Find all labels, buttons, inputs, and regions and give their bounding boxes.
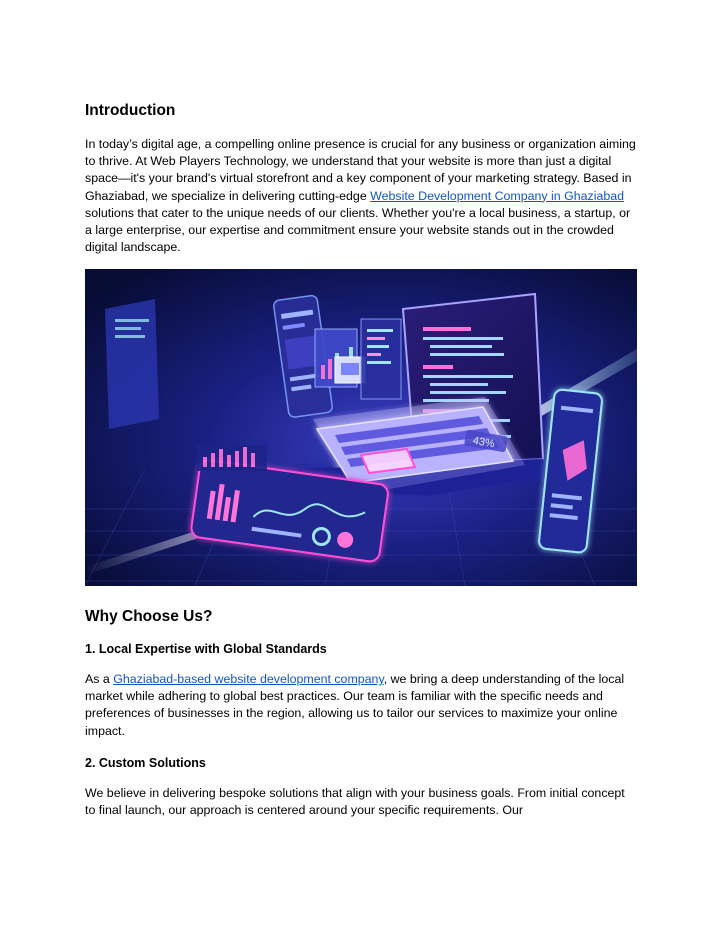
ghaziabad-based-company-link[interactable]: Ghaziabad-based website development company — [113, 672, 384, 686]
intro-text-after-link: solutions that cater to the unique needs of our clients. Whether you're a local business, a startup, or a large enterprise, our expertise and commitment ensure your website stands out in the crowded digital landscape. — [85, 205, 631, 255]
point1-text-after-link: , we bring a deep understanding of the local market while adhering to global best practices. Our team is familiar with the specific needs and preferences of businesses in the region, allowing us to tailor our services to maximize your online impact. — [85, 672, 625, 738]
laptop-illustration — [85, 269, 637, 586]
floating-ribbon-left — [105, 299, 159, 429]
why-choose-heading: Why Choose Us? — [85, 608, 213, 625]
point2-paragraph: We believe in delivering bespoke solutions that align with your business goals. From initial concept to final launch, our approach is centered around your specific requirements. Our — [85, 786, 625, 818]
intro-heading: Introduction — [85, 102, 176, 119]
point2-title: 2. Custom Solutions — [85, 756, 206, 770]
point1-text-before-link: As a — [85, 672, 114, 686]
hero-image — [85, 269, 637, 586]
floating-panel-code — [361, 319, 401, 399]
point1-paragraph — [85, 671, 637, 740]
floating-panel-bars — [197, 445, 267, 471]
intro-paragraph — [85, 136, 637, 256]
website-development-link[interactable]: Website Development Company in Ghaziabad — [370, 188, 625, 203]
progress-badge-text: 43% — [471, 434, 496, 451]
intro-text-before-link: In today’s digital age, a compelling online presence is crucial for any business or organization aiming to thrive. At Web Players Technology, we understand that your website is more than just a digital space—it's your brand's virtual storefront and a key component of your marketing strategy. Based in Ghaziabad, we specialize in delivering cutting-edge — [85, 137, 636, 203]
point1-title: 1. Local Expertise with Global Standards — [85, 642, 327, 656]
